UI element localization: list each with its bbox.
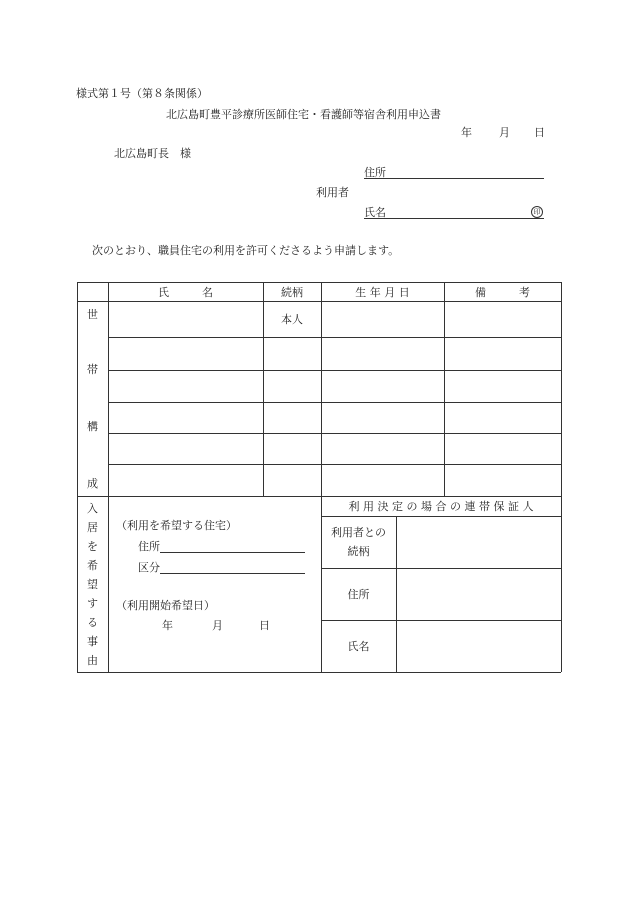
household-label-char: 構: [87, 420, 98, 433]
date-day-label: 日: [534, 126, 545, 139]
start-month-label: 月: [212, 619, 223, 632]
header-remarks: 備 考: [475, 286, 530, 299]
date-year-label: 年: [461, 126, 472, 139]
housing-heading: （利用を希望する住宅）: [116, 519, 237, 532]
reason-label-char: を: [87, 540, 98, 553]
reason-label-char: す: [87, 597, 98, 610]
guarantor-name-field[interactable]: [397, 621, 560, 671]
start-year-label: 年: [162, 619, 173, 632]
reason-label-char: 入: [87, 502, 98, 515]
applicant-address-label: 住所: [364, 166, 386, 179]
guarantor-heading: 利 用 決 定 の 場 合 の 連 帯 保 証 人: [348, 500, 534, 513]
housing-category-label: 区分: [138, 561, 160, 574]
start-date-heading: （利用開始希望日）: [116, 599, 215, 612]
applicant-name-label: 氏名: [364, 206, 386, 219]
housing-address-line[interactable]: [160, 552, 305, 553]
household-label-char: 世: [87, 308, 98, 321]
header-name: 氏 名: [158, 286, 213, 299]
request-text: 次のとおり、職員住宅の利用を許可くださるよう申請します。: [92, 244, 400, 257]
guarantor-name-label: 氏名: [347, 640, 370, 653]
header-birthdate: 生 年 月 日: [355, 286, 410, 299]
reason-label-char: 事: [87, 635, 98, 648]
housing-category-line[interactable]: [160, 573, 305, 574]
reason-label-char: 由: [87, 654, 98, 667]
household-name-cell[interactable]: [109, 302, 262, 336]
reason-label-char: 希: [87, 559, 98, 572]
form-title: 北広島町豊平診療所医師住宅・看護師等宿舎利用申込書: [166, 108, 441, 121]
guarantor-address-field[interactable]: [397, 569, 560, 619]
household-label-char: 帯: [87, 363, 98, 376]
relation-self: 本人: [281, 313, 303, 326]
applicant-address-line[interactable]: [364, 178, 544, 179]
applicant-label: 利用者: [316, 186, 349, 199]
housing-address-label: 住所: [138, 540, 160, 553]
header-relation: 続柄: [281, 286, 303, 299]
guarantor-relation-label-2: 続柄: [347, 545, 370, 558]
reason-label-char: 望: [87, 578, 98, 591]
guarantor-relation-label: 利用者との: [331, 526, 386, 539]
applicant-name-line[interactable]: [364, 218, 544, 219]
reason-label-char: る: [87, 616, 98, 629]
start-day-label: 日: [259, 619, 270, 632]
household-label-char: 成: [87, 477, 98, 490]
guarantor-relation-field[interactable]: [397, 517, 560, 567]
reason-label-char: 居: [87, 521, 98, 534]
seal-mark: 印: [531, 206, 543, 218]
form-number: 様式第１号（第８条関係）: [76, 87, 208, 100]
addressee: 北広島町長 様: [114, 147, 191, 160]
guarantor-address-label: 住所: [347, 588, 370, 601]
date-month-label: 月: [499, 126, 510, 139]
